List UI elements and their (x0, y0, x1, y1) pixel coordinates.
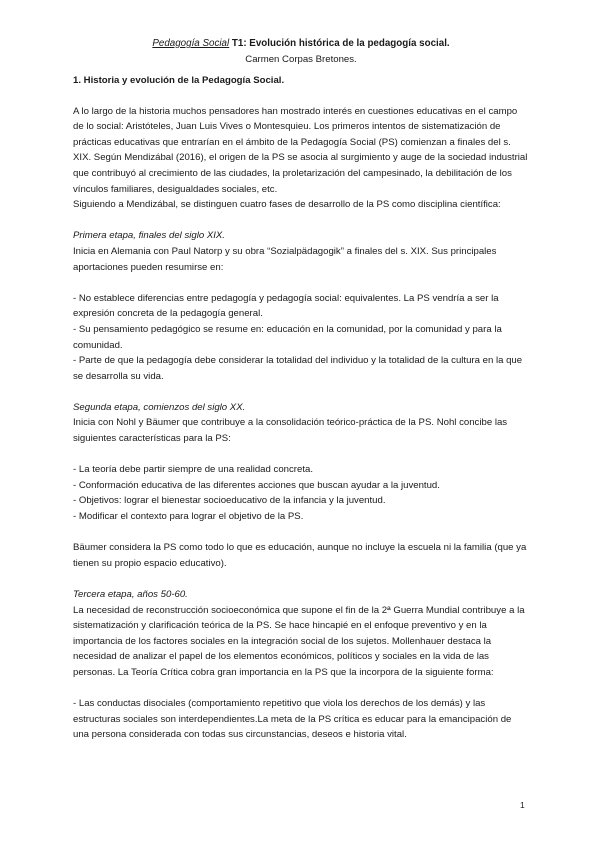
topic-title: T1: Evolución histórica de la pedagogía social. (231, 38, 450, 49)
author-name: Carmen Corpas Bretones. (245, 54, 357, 65)
course-name: Pedagogía Social (152, 38, 230, 49)
stage2-intro: Inicia con Nohl y Bäumer que contribuye a la consolidación teórico-práctica de la PS. Nohl concibe las siguientes características para la PS: (73, 417, 508, 445)
section-heading: 1. Historia y evolución de la Pedagogía Social. (73, 75, 285, 86)
document-title (73, 36, 529, 51)
stage1-intro: Inicia en Alemania con Paul Natorp y su obra “Sozialpädagogik” a finales del s. XIX. Sus principales aportaciones pueden resumirse en: (73, 245, 497, 273)
stage2-item: - Modificar el contexto para lograr el objetivo de la PS. (73, 511, 304, 523)
intro-followup: Siguiendo a Mendizábal, se distinguen cuatro fases de desarrollo de la PS como disciplina científica: (73, 199, 501, 211)
stage1-item: - Su pensamiento pedagógico se resume en: educación en la comunidad, por la comunidad y para la comunidad. (73, 323, 502, 351)
stage3-title: Tercera etapa, años 50-60. (73, 589, 188, 600)
stage3-paragraph: La necesidad de reconstrucción socioeconómica que supone el fin de la 2ª Guerra Mundial contribuye a la sistematización y clarificación teórica de la PS. Se hace hincapié en el enfoque preventivo y en la importancia de los factores sociales en la integración social de los sujetos. Mollenhauer destaca la necesidad de analizar el papel de los elementos económicos, políticos y sociales en la vida de las personas. La Teoría Crítica cobra gran importancia en la PS que la incorpora de la siguiente forma: (73, 604, 525, 678)
stage1-item: - No establece diferencias entre pedagogía y pedagogía social: equivalentes. La PS vendría a ser la expresión concreta de la pedagogía general. (73, 292, 499, 320)
stage1-title: Primera etapa, finales del siglo XIX. (73, 230, 225, 242)
stage2-item: - Objetivos: lograr el bienestar socioeducativo de la infancia y la juventud. (73, 495, 386, 507)
page-number: 1 (520, 800, 525, 810)
stage2-item: - La teoría debe partir siempre de una realidad concreta. (73, 464, 313, 476)
page-content (73, 36, 529, 743)
stage1-item: - Parte de que la pedagogía debe considerar la totalidad del individuo y la totalidad de la cultura en la que se desarrolla su vida. (73, 355, 523, 382)
stage3-item: - Las conductas disociales (comportamiento repetitivo que viola los derechos de los demás) y las estructuras sociales son interdependientes.La meta de la PS crítica es educar para la emancipación de una persona considerada con todas sus circunstancias, deseos e historia vital. (73, 698, 512, 741)
stage2-closing: Bäumer considera la PS como todo lo que es educación, aunque no incluye la escuela ni la familia (que ya tienen su propio espacio educativo). (73, 542, 527, 569)
stage2-title: Segunda etapa, comienzos del siglo XX. (73, 401, 246, 413)
stage2-item: - Conformación educativa de las diferentes acciones que buscan ayudar a la juventud. (73, 479, 440, 491)
intro-paragraph: A lo largo de la historia muchos pensadores han mostrado interés en cuestiones educativas en el campo de lo social: Aristóteles, Juan Luis Vives o Montesquieu. Los primeros intentos de sistematización de prácticas educativas que entrarían en el ámbito de la Pedagogía Social (PS) comienzan a finales del s. XIX. Según Mendizábal (2016), el origen de la PS se asocia al surgimiento y auge de la sociedad industrial que contribuyó al crecimiento de las ciudades, la proletarización del campesinado, la debilitación de los vínculos familiares, desigualdades sociales, etc. (73, 105, 528, 195)
